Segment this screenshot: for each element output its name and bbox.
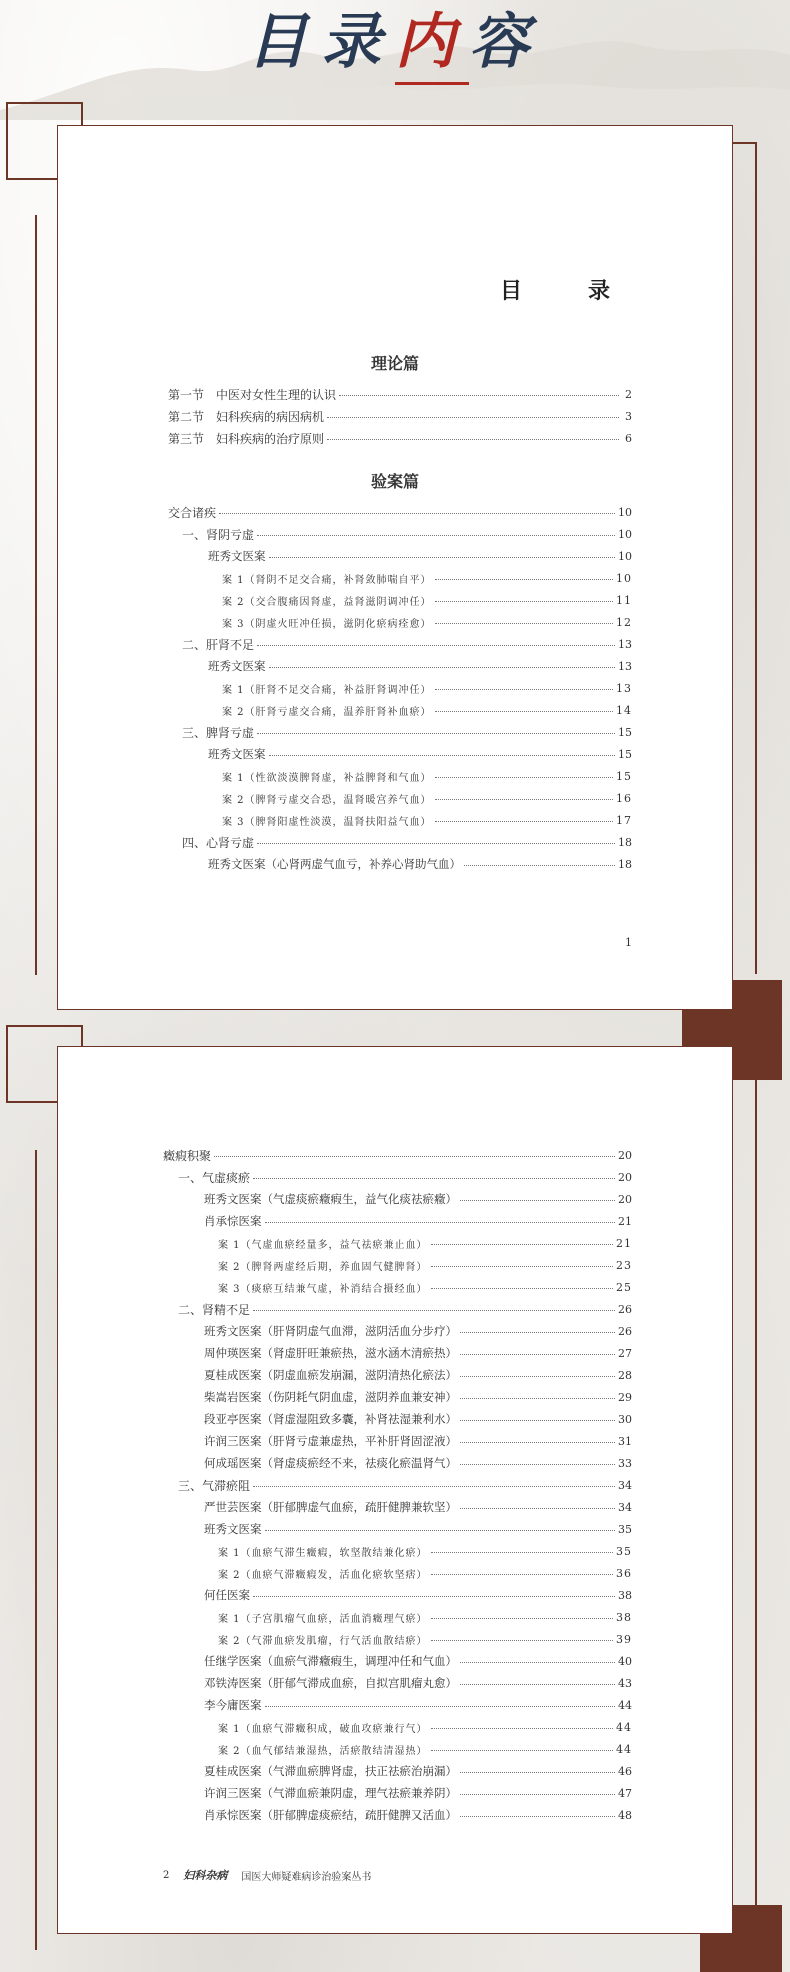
toc-entry[interactable]: 周仲瑛医案（肾虚肝旺兼瘀热，滋水涵木清瘀热） 27 <box>204 1346 632 1360</box>
toc-entry[interactable]: 案 3（阴虚火旺冲任损，滋阴化瘀病痊愈） 12 <box>222 615 632 630</box>
toc-entry[interactable]: 班秀文医案（心肾两虚气血亏，补养心肾助气血） 18 <box>208 857 632 871</box>
header-title <box>0 2 790 88</box>
toc-entry[interactable]: 案 2（脾肾两虚经后期，养血固气健脾肾） 23 <box>218 1258 632 1273</box>
toc-entry[interactable]: 案 1（血瘀气滞生癥瘕，软坚散结兼化瘀） 35 <box>218 1544 632 1559</box>
frame-line <box>35 1150 37 1950</box>
toc-entry[interactable]: 案 2（血气郁结兼湿热，活瘀散结清湿热） 44 <box>218 1742 632 1757</box>
toc-entry[interactable]: 案 1（性欲淡漠脾肾虚，补益脾肾和气血） 15 <box>222 769 632 784</box>
page-number: 1 <box>625 936 632 949</box>
toc-entry[interactable]: 班秀文医案 15 <box>208 747 632 761</box>
toc-entry[interactable]: 夏桂成医案（气滞血瘀脾肾虚，扶正祛瘀治崩漏） 46 <box>204 1764 632 1778</box>
frame-line <box>6 102 8 180</box>
toc-entry[interactable]: 段亚亭医案（肾虚湿阻致多囊，补肾祛湿兼利水） 30 <box>204 1412 632 1426</box>
toc-entry[interactable]: 四、心肾亏虚 18 <box>182 835 632 850</box>
toc-entry[interactable]: 案 1（气虚血瘀经量多，益气祛瘀兼止血） 21 <box>218 1236 632 1251</box>
toc-entry[interactable]: 肖承悰医案（肝郁脾虚痰瘀结，疏肝健脾又活血） 48 <box>204 1808 632 1822</box>
footer-series: 国医大师疑难病诊治验案丛书 <box>241 1871 372 1883</box>
header-title-accent: 内 <box>395 2 469 85</box>
toc-entry[interactable]: 癥瘕积聚 20 <box>163 1148 632 1163</box>
toc-entry[interactable]: 班秀文医案 10 <box>208 549 632 563</box>
toc-entry[interactable]: 一、气虚痰瘀 20 <box>178 1170 632 1185</box>
toc-entry[interactable]: 案 2（肝肾亏虚交合痛，温养肝肾补血瘀） 14 <box>222 703 632 718</box>
frame-line <box>6 1025 8 1103</box>
frame-line <box>733 142 757 144</box>
toc-entry[interactable]: 一、肾阴亏虚 10 <box>182 527 632 542</box>
toc-entry[interactable]: 交合诸疾 10 <box>168 505 632 520</box>
toc-entry[interactable]: 案 1（子宫肌瘤气血瘀，活血消癥理气瘀） 38 <box>218 1610 632 1625</box>
frame-line <box>35 215 37 975</box>
toc-entry[interactable]: 第一节 中医对女性生理的认识 2 <box>168 387 632 402</box>
toc-entry[interactable]: 李今庸医案 44 <box>204 1698 632 1712</box>
toc-entry[interactable]: 案 1（肝肾不足交合痛，补益肝肾调冲任） 13 <box>222 681 632 696</box>
frame-line <box>755 1070 757 1910</box>
toc-main-title: 目 录 <box>499 278 632 304</box>
frame-line <box>6 102 83 104</box>
toc-entry[interactable]: 严世芸医案（肝郁脾虚气血瘀，疏肝健脾兼软坚） 34 <box>204 1500 632 1514</box>
frame-line <box>6 1025 83 1027</box>
toc-entry[interactable]: 任继学医案（血瘀气滞癥瘕生，调理冲任和气血） 40 <box>204 1654 632 1668</box>
toc-entry[interactable]: 夏桂成医案（阴虚血瘀发崩漏，滋阴清热化瘀法） 28 <box>204 1368 632 1382</box>
toc-entry[interactable]: 案 2（脾肾亏虚交合恐，温肾暖宫养气血） 16 <box>222 791 632 806</box>
header-title-main: 目录 <box>247 7 395 77</box>
part-title-theory: 理论篇 <box>370 354 419 373</box>
toc-entry[interactable]: 案 2（交合腹痛因肾虚，益肾滋阴调冲任） 11 <box>222 593 632 608</box>
toc-entry[interactable]: 案 2（血瘀气滞癥瘕发，活血化瘀软坚痞） 36 <box>218 1566 632 1581</box>
toc-entry[interactable]: 第三节 妇科疾病的治疗原则 6 <box>168 431 632 446</box>
toc-entry[interactable]: 何成瑶医案（肾虚痰瘀经不来，祛痰化瘀温肾气） 33 <box>204 1456 632 1470</box>
toc-entry[interactable]: 案 1（肾阴不足交合痛，补肾敛肺喘自平） 10 <box>222 571 632 586</box>
toc-entry[interactable]: 三、气滞瘀阻 34 <box>178 1478 632 1493</box>
toc-entry[interactable]: 案 3（痰瘀互结兼气虚，补消结合摄经血） 25 <box>218 1280 632 1295</box>
toc-entry[interactable]: 三、脾肾亏虚 15 <box>182 725 632 740</box>
footer-brand: 妇科杂病 <box>183 1869 228 1882</box>
part-title-cases: 验案篇 <box>370 472 419 491</box>
toc-entry[interactable]: 二、肝肾不足 13 <box>182 637 632 652</box>
toc-entry[interactable]: 班秀文医案 35 <box>204 1522 632 1536</box>
toc-entry[interactable]: 案 2（气滞血瘀发肌瘤，行气活血散结瘀） 39 <box>218 1632 632 1647</box>
header-title-end: 容 <box>469 7 543 77</box>
toc-entry[interactable]: 邓铁涛医案（肝郁气滞成血瘀，自拟宫肌瘤丸愈） 43 <box>204 1676 632 1690</box>
toc-entry[interactable]: 肖承悰医案 21 <box>204 1214 632 1228</box>
toc-entry[interactable]: 第二节 妇科疾病的病因病机 3 <box>168 409 632 424</box>
toc-entry[interactable]: 班秀文医案（气虚痰瘀癥瘕生，益气化痰祛瘀癥） 20 <box>204 1192 632 1206</box>
toc-entry[interactable]: 柴嵩岩医案（伤阴耗气阴血虚，滋阴养血兼安神） 29 <box>204 1390 632 1404</box>
frame-line <box>755 142 757 974</box>
toc-entry[interactable]: 班秀文医案（肝肾阴虚气血滞，滋阴活血分步疗） 26 <box>204 1324 632 1338</box>
toc-entry[interactable]: 班秀文医案 13 <box>208 659 632 673</box>
toc-page-2 <box>57 1046 733 1934</box>
toc-entry[interactable]: 二、肾精不足 26 <box>178 1302 632 1317</box>
toc-entry[interactable]: 案 1（血瘀气滞癥积成，破血攻瘀兼行气） 44 <box>218 1720 632 1735</box>
toc-entry[interactable]: 案 3（脾肾阳虚性淡漠，温肾扶阳益气血） 17 <box>222 813 632 828</box>
toc-entry[interactable]: 何任医案 38 <box>204 1588 632 1602</box>
toc-entry[interactable]: 许润三医案（气滞血瘀兼阴虚，理气祛瘀兼养阴） 47 <box>204 1786 632 1800</box>
page-footer <box>163 1867 371 1883</box>
toc-page-1 <box>57 125 733 1010</box>
toc-entry[interactable]: 许润三医案（肝肾亏虚兼虚热，平补肝肾固涩液） 31 <box>204 1434 632 1448</box>
footer-page-number: 2 <box>163 1869 170 1881</box>
